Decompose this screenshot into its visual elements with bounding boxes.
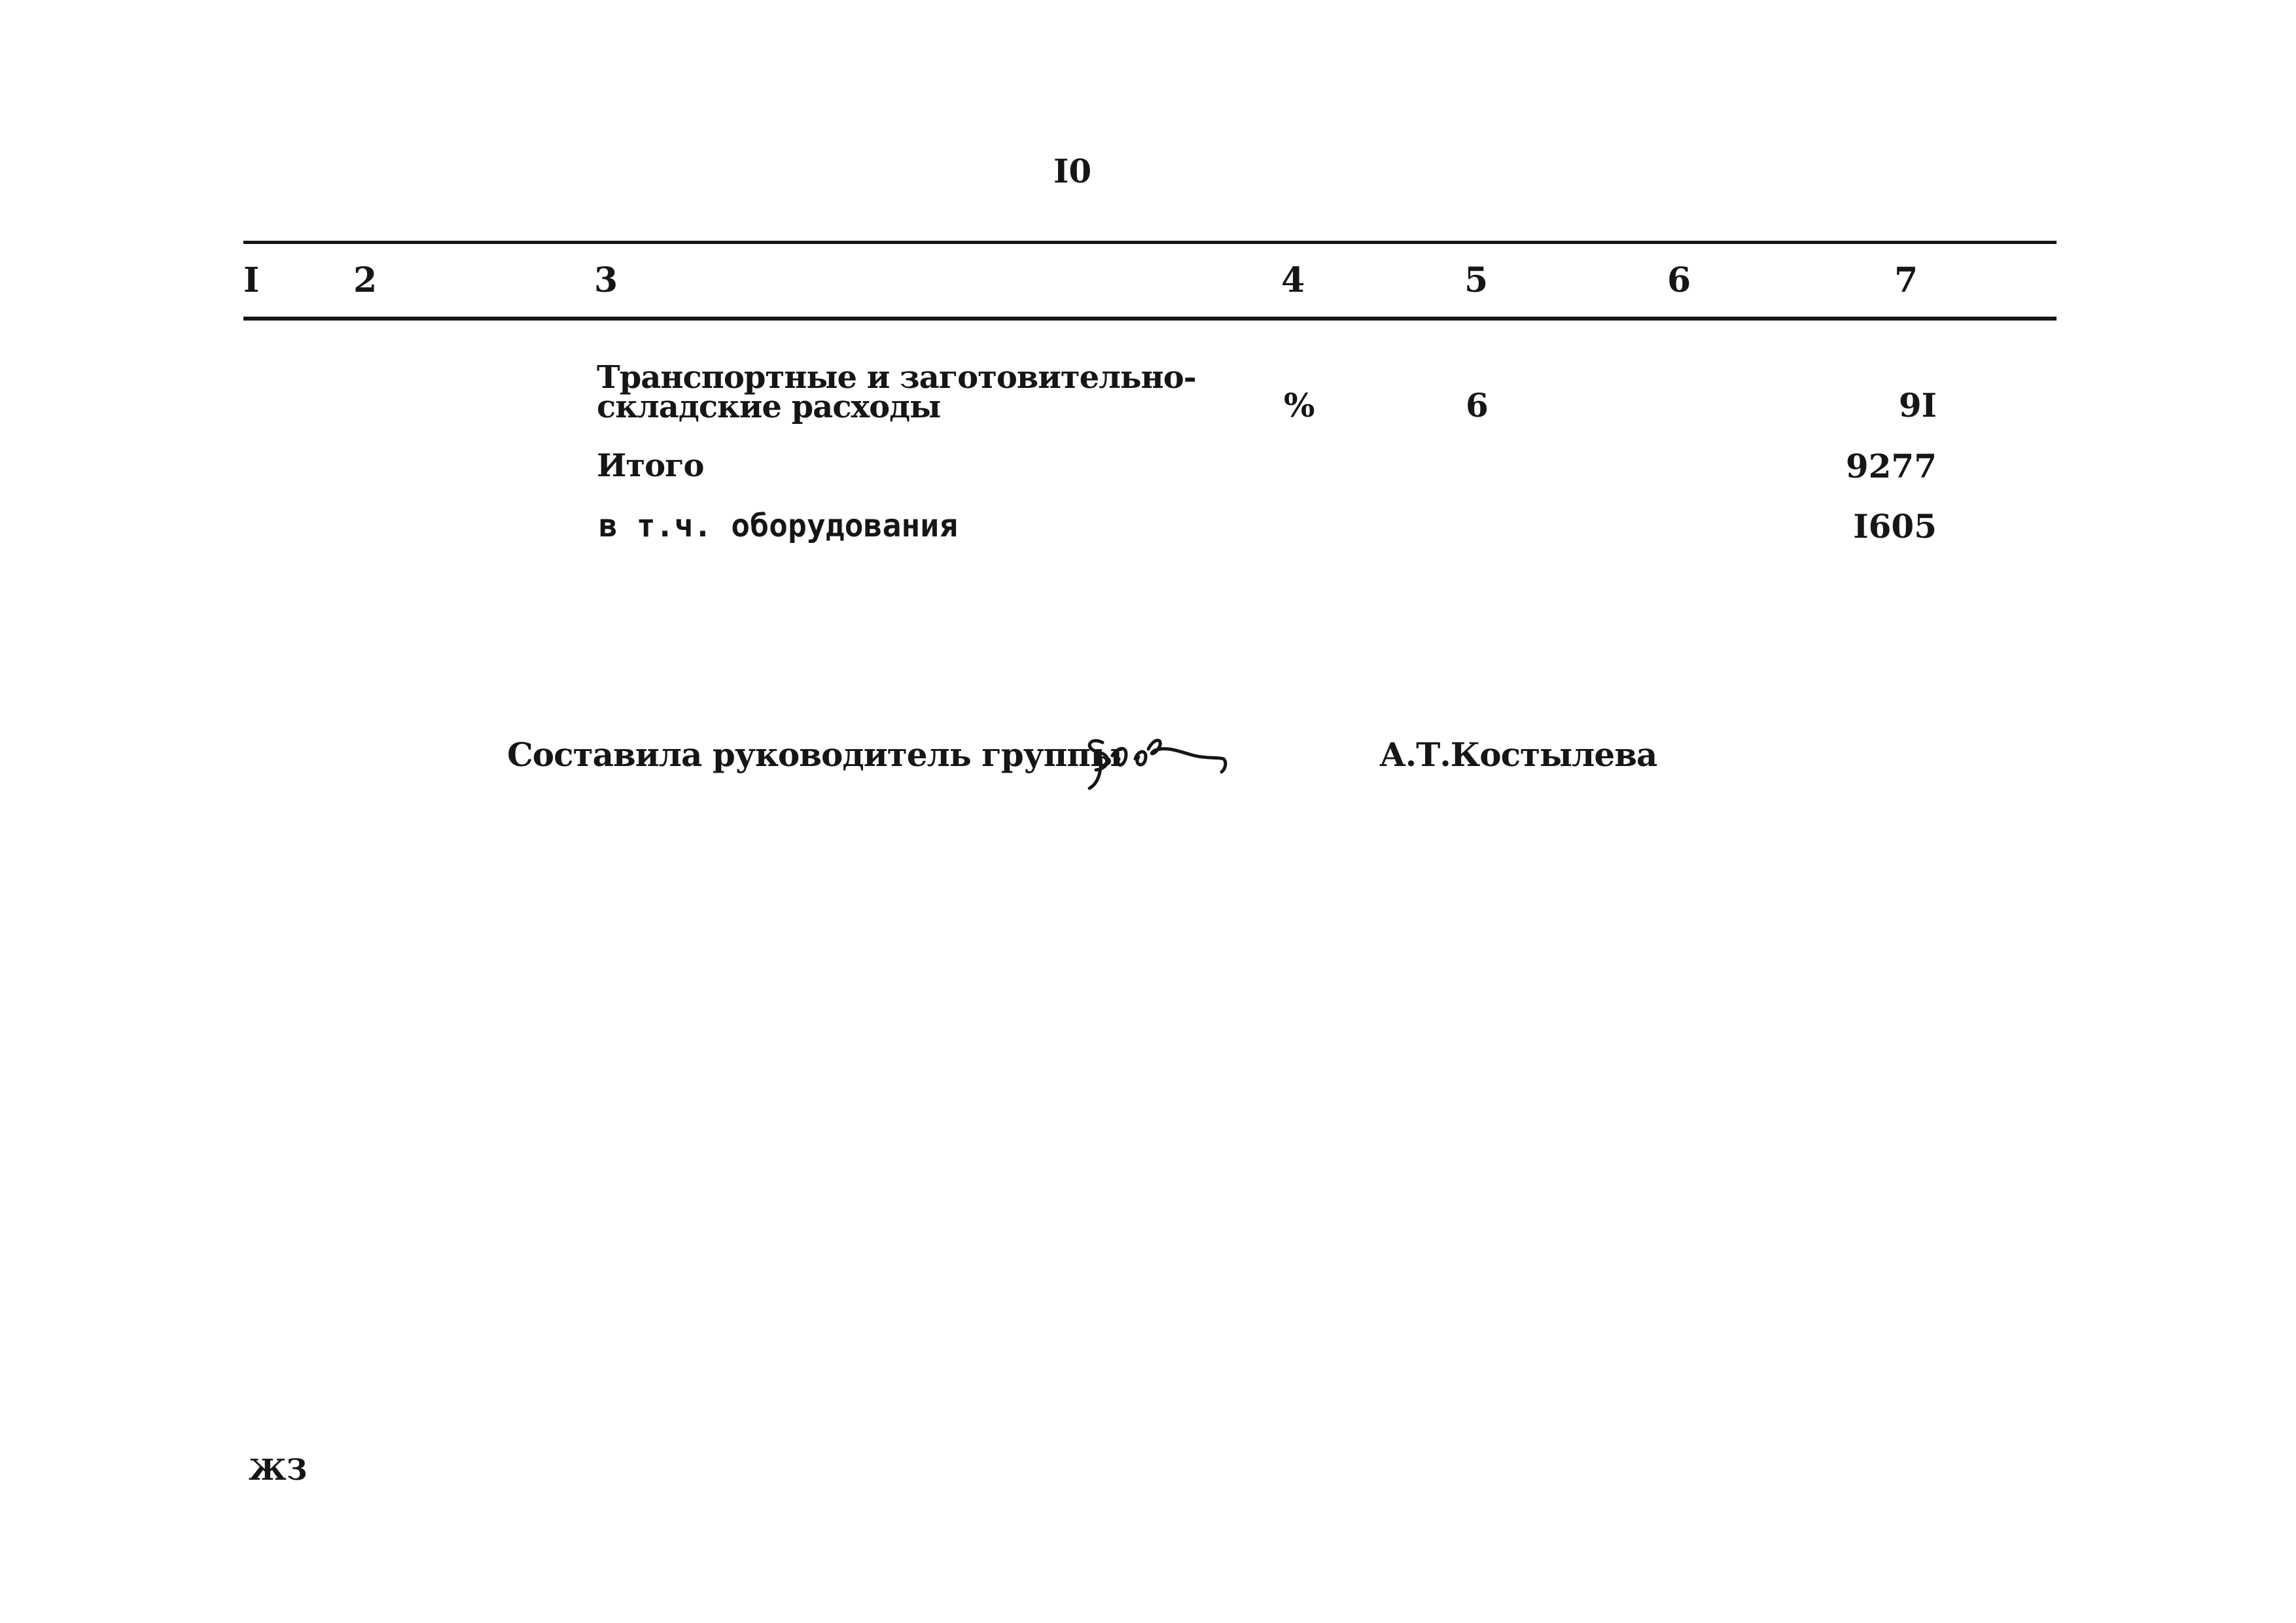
column-number-1: I xyxy=(243,260,260,300)
row-unit: % xyxy=(1284,386,1315,425)
table-header-rule xyxy=(243,317,2057,321)
column-number-5: 5 xyxy=(1464,260,1489,300)
signer-name: А.Т.Костылева xyxy=(1379,735,1657,774)
handwritten-signature xyxy=(1083,723,1240,795)
page-number: I0 xyxy=(1053,152,1092,190)
column-number-2: 2 xyxy=(353,260,378,300)
column-number-3: 3 xyxy=(594,260,618,300)
row-total: I605 xyxy=(1853,507,1937,546)
column-number-4: 4 xyxy=(1281,260,1305,300)
table-top-rule xyxy=(243,241,2057,244)
signature-label: Составила руководитель группы xyxy=(507,735,1123,774)
column-number-6: 6 xyxy=(1667,260,1691,300)
row-name-line-1: Транспортные и заготовительно- xyxy=(597,359,1196,396)
row-name-line-1: в т.ч. оборудования xyxy=(599,508,959,544)
row-quantity: 6 xyxy=(1466,386,1489,425)
row-name-line-2: складские расходы xyxy=(597,389,941,425)
row-total: 9277 xyxy=(1845,447,1937,485)
column-number-7: 7 xyxy=(1894,260,1918,300)
row-total: 9I xyxy=(1898,386,1937,425)
footer-code: ЖЗ xyxy=(249,1454,308,1487)
row-name-line-1: Итого xyxy=(597,447,704,484)
